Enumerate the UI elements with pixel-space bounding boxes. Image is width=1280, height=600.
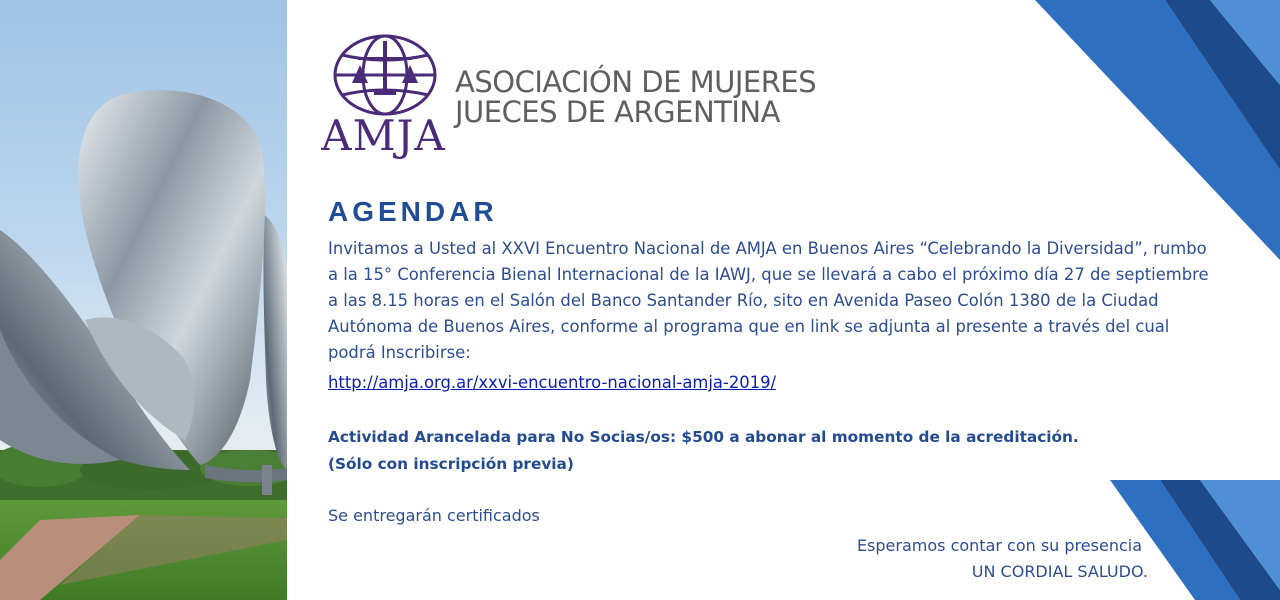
invitation-paragraph: Invitamos a Usted al XXVI Encuentro Nacional de AMJA en Buenos Aires “Celebrando la Diversidad”, rumbo a la 15° Conferencia Bienal Internacional de la IAWJ, que se llevará a cabo el próximo día 27 de septiembre a las 8.15 horas en el Salón del Banco Santander Río, sito en Avenida Paseo Colón 1380 de la Ciudad Autónoma de Buenos Aires, conforme al programa que en link se adjunta al presente a través del cual podrá Inscribirse: (328, 239, 1209, 362)
logo-letters: AMJA (321, 111, 446, 160)
decorative-stripes-top (1035, 0, 1280, 260)
organization-name (455, 67, 816, 127)
certificates-note: Se entregarán certificados (328, 506, 540, 525)
org-name-line1: ASOCIACIÓN DE MUJERES (455, 65, 817, 99)
sculpture-illustration (0, 0, 287, 600)
globe-scales-icon (330, 33, 440, 117)
org-name-line2: JUECES DE ARGENTINA (455, 95, 780, 129)
closing-salutation: UN CORDIAL SALUDO. (971, 562, 1148, 581)
registration-note: (Sólo con inscripción previa) (328, 455, 574, 473)
closing-message (856, 533, 1148, 585)
fee-notice (328, 424, 1079, 478)
closing-line: Esperamos contar con su presencia (856, 536, 1142, 555)
amja-logo (316, 33, 451, 158)
fee-line: Actividad Arancelada para No Socias/os: $500 a abonar al momento de la acreditación. (328, 428, 1079, 446)
sculpture-photo (0, 0, 287, 600)
registration-link[interactable]: http://amja.org.ar/xxvi-encuentro-nacional-amja-2019/ (328, 373, 777, 392)
page-heading: AGENDAR (328, 196, 498, 227)
